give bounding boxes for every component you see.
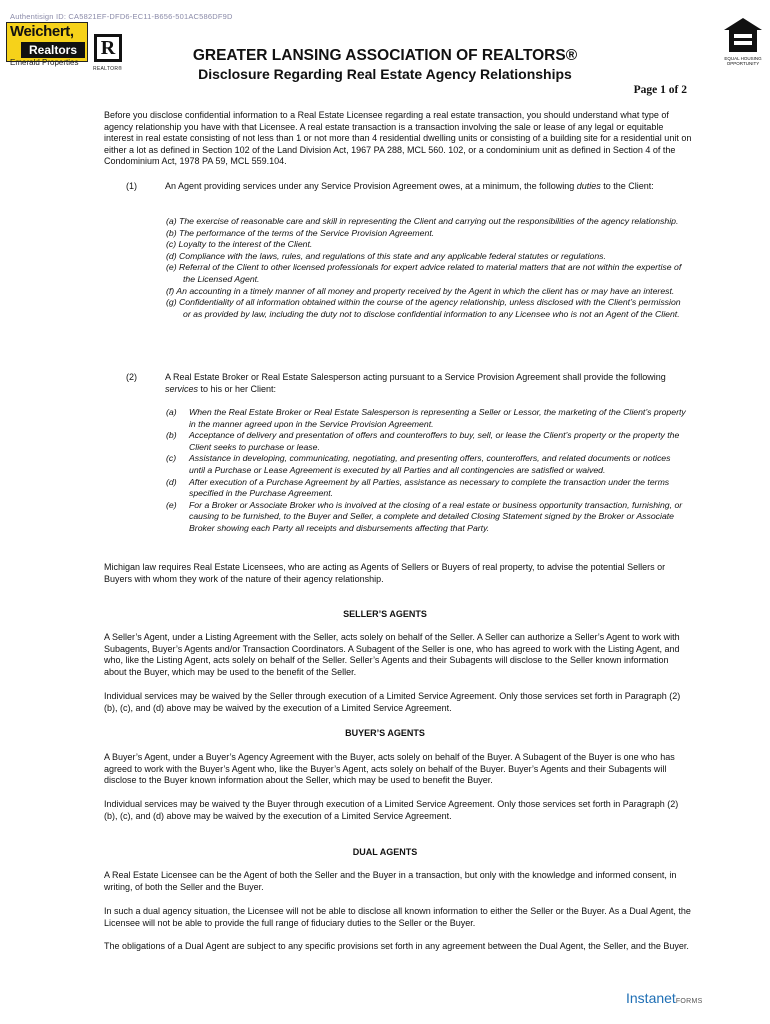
intro-paragraph: Before you disclose confidential information to a Real Estate Licensee regarding a real estate transaction, you should understand what type of agency relationship you have with that Licensee. A real estate transaction is a transaction involving the sale or lease of any legal or equitable interest in real estate consisting of not less than 1 or not more than 4 residential dwelling units or consisting of a building site for a residential unit on either a lot as defined in Section 102 of the Land Division Act, 1967 PA 288, MCL 560. 102, or a condominium unit as defined in Section 4 of the Condominium Act, 1978 PA 59, MCL 559.104. (104, 110, 692, 167)
michigan-paragraph: Michigan law requires Real Estate Licensees, who are acting as Agents of Sellers or Buyers of real property, to advise the potential Sellers or Buyers with whom they work of the nature of their agency relationship. (104, 562, 666, 584)
logo-line2: Realtors (21, 42, 85, 58)
duties-list (166, 216, 688, 320)
dual-paragraph-3: The obligations of a Dual Agent are subject to any specific provisions set forth in any agreement between the Dual Agent, the Seller, and the Buyer. (104, 941, 689, 951)
buyers-agents-heading: BUYER’S AGENTS (345, 728, 425, 738)
equal-housing-label: EQUAL HOUSING OPPORTUNITY (724, 56, 762, 66)
realtor-label: REALTOR® (93, 66, 123, 72)
list-item: (d) After execution of a Purchase Agreement by all Parties, assistance as necessary to complete the transaction under the terms specified in the Purchase Agreement. (166, 476, 670, 499)
list-item: (c) Loyalty to the interest of the Client. (166, 239, 313, 250)
list-item: (g) Confidentiality of all information obtained within the course of the agency relationship, unless disclosed with the Client’s permission or as provided by law, including the duty not to disclose confidential information to any Licensee who is not an Agent of the Client. (166, 297, 681, 319)
realtor-r-icon: R (94, 34, 122, 62)
list-item: (e) Referral of the Client to other licensed professionals for expert advice related to material matters that are not within the expertise of the Licensed Agent. (166, 262, 682, 284)
item2-text: A Real Estate Broker or Real Estate Salesperson acting pursuant to a Service Provision Agreement shall provide the following services to his or her Client: (165, 372, 666, 394)
sellers-paragraph-2: Individual services may be waived by the Seller through execution of a Limited Service Agreement. Only those services set forth in Paragraph (2) (b), (c), and (d) above may be waived by the execution of a Limited Service Agreement. (104, 691, 681, 713)
list-item: (d) Compliance with the laws, rules, and regulations of this state and any applicable federal statutes or regulations. (166, 250, 606, 261)
services-list (166, 407, 688, 535)
authentisign-id: Authentisign ID: CA5821EF-DFD6-EC11-B656-501AC586DF9D (10, 12, 233, 21)
list-item: (e) For a Broker or Associate Broker who is involved at the closing of a real estate or business opportunity transaction, furnishing, or causing to be furnished, to the Buyer and Seller, a complete and detailed Closing Statement signed by the Broker or Associate Broker showing each Party all receipts and disbursements affecting that Party. (166, 499, 683, 533)
list-item: (a) When the Real Estate Broker or Real Estate Salesperson is representing a Seller or Lessor, the marketing of the Client’s property in the manner agreed upon in the Service Provision Agreement. (166, 407, 686, 429)
instanet-forms-logo: InstanetFORMS (626, 990, 703, 1006)
list-item: (c) Assistance in developing, communicating, negotiating, and presenting offers, counteroffers, and related documents or notices until a Purchase or Lease Agreement is executed by all Parties and all contingencies are satisfied or waived. (166, 453, 671, 475)
list-item: (b) Acceptance of delivery and presentation of offers and counteroffers to buy, sell, or lease the Client’s property or the property the Client seeks to purchase or lease. (166, 430, 680, 452)
sellers-paragraph-1: A Seller’s Agent, under a Listing Agreement with the Seller, acts solely on behalf of the Seller. A Seller can authorize a Seller’s Agent to work with Subagents, Buyer’s Agents and/or Transaction Coordinators. A Subagent of the Seller is one, who has agreed to work with the Listing Agent, and who, like the Listing Agent, acts solely on behalf of the Seller. Seller’s Agents and their Subagents will disclose to the Seller known information about the Buyer, which may be used to the benefit of the Seller. (104, 632, 680, 677)
dual-paragraph-1: A Real Estate Licensee can be the Agent of both the Seller and the Buyer in a transaction, but only with the knowledge and informed consent, in writing, of both the Seller and the Buyer. (104, 870, 677, 892)
item1-text: An Agent providing services under any Service Provision Agreement owes, at a minimum, the following duties to the Client: (165, 181, 654, 191)
list-item: (b) The performance of the terms of the Service Provision Agreement. (166, 227, 435, 238)
sellers-agents-heading: SELLER’S AGENTS (343, 609, 427, 619)
logo-line1: Weichert, (10, 23, 74, 40)
item2-number: (2) (126, 372, 137, 382)
page-title: GREATER LANSING ASSOCIATION OF REALTORS® (192, 47, 578, 64)
logo-subtitle: Emerald Properties (10, 58, 79, 67)
dual-agents-heading: DUAL AGENTS (352, 847, 418, 857)
list-item: (a) The exercise of reasonable care and skill in representing the Client and carrying out the responsibilities of the agency relationship. (166, 216, 679, 226)
page-number: Page 1 of 2 (633, 84, 687, 96)
buyers-paragraph-1: A Buyer’s Agent, under a Buyer’s Agency Agreement with the Buyer, acts solely on behalf of the Buyer. A Subagent of the Buyer is one who has agreed to work with the Buyer’s Agent who, like the Buyer’s Agent, acts solely on behalf of the Buyer. Buyer’s Agents and their Subagents will disclose to the Buyer known information about the Seller, which may be used to benefit the Buyer. (104, 752, 675, 786)
page-subtitle: Disclosure Regarding Real Estate Agency Relationships (198, 66, 572, 82)
dual-paragraph-2: In such a dual agency situation, the Licensee will not be able to disclose all known information to either the Seller or the Buyer. As a Dual Agent, the Licensee will not be able to provide the full range of fiduciary duties to the Seller or the Buyer. (104, 906, 691, 928)
buyers-paragraph-2: Individual services may be waived ty the Buyer through execution of a Limited Service Agreement. Only those services set forth in Paragraph (2) (b), (c), and (d) above may be waived by the execution of a Limited Service Agreement. (104, 799, 679, 821)
item1-number: (1) (126, 181, 137, 191)
list-item: (f) An accounting in a timely manner of all money and property received by the Agent in which the client has or may have an interest. (166, 285, 675, 296)
